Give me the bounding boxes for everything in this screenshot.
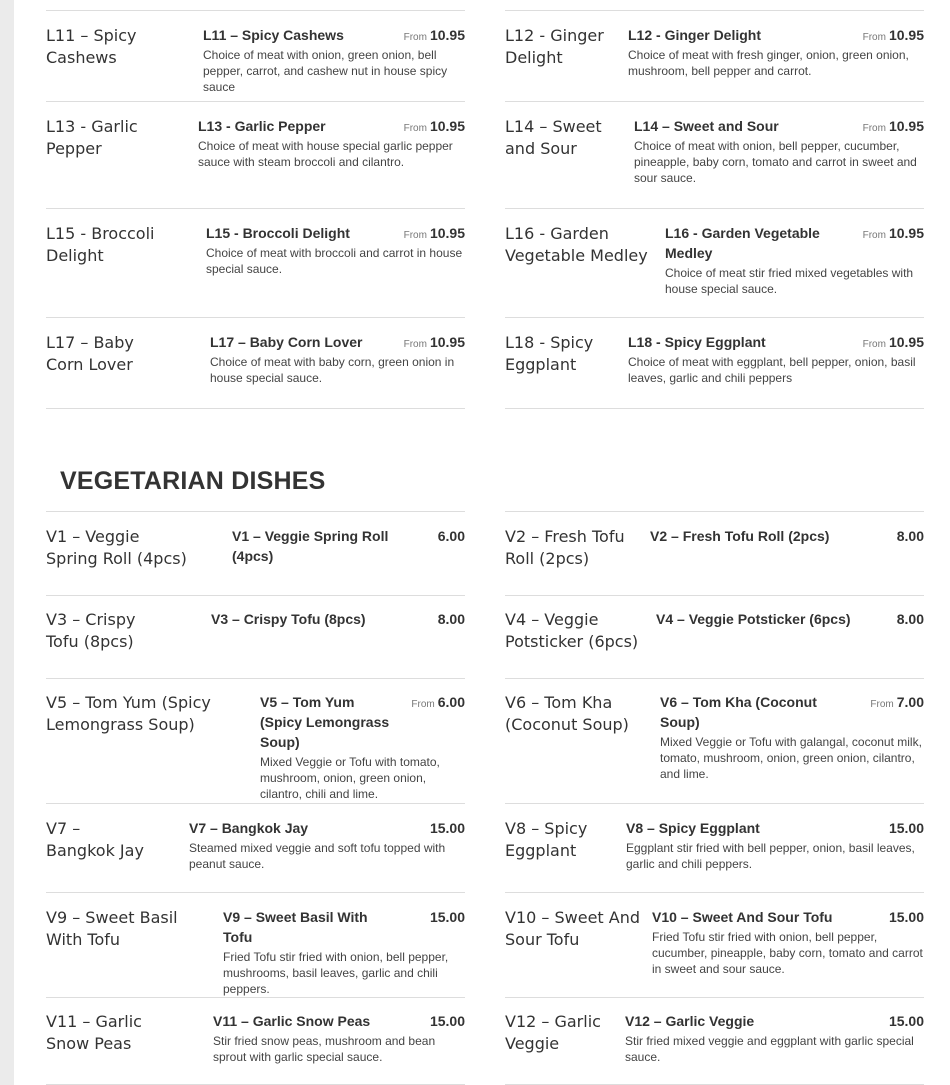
price-value: 8.00: [437, 611, 465, 627]
price-value: 6.00: [437, 694, 465, 710]
menu-item[interactable]: [46, 208, 465, 318]
menu-item-image[interactable]: V3 – Crispy Tofu (8pcs): [46, 610, 136, 651]
price-from-label: From: [411, 699, 435, 710]
menu-item-name[interactable]: V1 – Veggie Spring Roll (4pcs): [232, 528, 389, 564]
menu-item-info: [628, 25, 924, 79]
menu-item-info: [189, 818, 465, 872]
menu-item-name[interactable]: L13 - Garlic Pepper: [198, 118, 326, 134]
menu-item-info: [625, 1011, 924, 1065]
price-value: 8.00: [896, 611, 924, 627]
menu-item-description: Choice of meat with fresh ginger, onion, green onion, mushroom, bell pepper and carrot.: [628, 48, 909, 78]
menu-item[interactable]: [505, 208, 924, 318]
menu-item-price: [430, 818, 465, 838]
menu-item[interactable]: [46, 892, 465, 998]
price-value: 15.00: [429, 909, 465, 925]
menu-item-price: [863, 332, 924, 355]
menu-item-name[interactable]: V3 – Crispy Tofu (8pcs): [211, 611, 366, 627]
menu-item-image[interactable]: V8 – Spicy Eggplant: [505, 819, 588, 860]
menu-item-price: [870, 692, 924, 715]
menu-item-image[interactable]: V2 – Fresh Tofu Roll (2pcs): [505, 527, 625, 568]
menu-item-description: Choice of meat with onion, bell pepper, cucumber, pineapple, baby corn, tomato and carrot in sweet and sour sauce.: [634, 139, 917, 185]
menu-item-image[interactable]: V4 – Veggie Potsticker (6pcs): [505, 610, 639, 651]
menu-item-description: Mixed Veggie or Tofu with tomato, mushroom, onion, green onion, cilantro, chili and lime.: [260, 755, 440, 801]
menu-item-info: [213, 1011, 465, 1065]
price-from-label: From: [862, 230, 886, 241]
price-value: 10.95: [888, 225, 924, 241]
menu-item-info: [260, 692, 465, 802]
price-value: 10.95: [888, 334, 924, 350]
menu-item-name[interactable]: L18 - Spicy Eggplant: [628, 334, 766, 350]
menu-item-price: [889, 907, 924, 927]
menu-item-name[interactable]: L15 - Broccoli Delight: [206, 225, 350, 241]
menu-item-info: [652, 907, 924, 977]
menu-item-image[interactable]: L14 – Sweet and Sour: [505, 117, 602, 158]
menu-item-image[interactable]: L11 – Spicy Cashews: [46, 26, 137, 67]
menu-item-info: [650, 526, 924, 546]
menu-item-description: Choice of meat with baby corn, green onion in house special sauce.: [210, 355, 455, 385]
menu-item-info: [223, 907, 465, 997]
menu-item-image[interactable]: V7 – Bangkok Jay: [46, 819, 144, 860]
menu-item-price: [404, 116, 465, 139]
menu-item-description: Steamed mixed veggie and soft tofu topped with peanut sauce.: [189, 841, 446, 871]
price-value: 15.00: [429, 820, 465, 836]
menu-item-image[interactable]: V9 – Sweet Basil With Tofu: [46, 908, 178, 949]
menu-item[interactable]: [46, 511, 465, 596]
menu-item-price: [889, 1011, 924, 1031]
menu-item-info: [634, 116, 924, 186]
price-value: 15.00: [888, 909, 924, 925]
menu-item-name[interactable]: L14 – Sweet and Sour: [634, 118, 779, 134]
menu-item-price: [404, 223, 465, 246]
menu-item-price: [897, 526, 924, 546]
menu-item-image[interactable]: L16 - Garden Vegetable Medley: [505, 224, 648, 265]
menu-item-price: [863, 25, 924, 48]
menu-item-info: [628, 332, 924, 386]
section-title-vegetarian: VEGETARIAN DISHES: [60, 467, 326, 495]
menu-item-description: Choice of meat stir fried mixed vegetables with house special sauce.: [665, 266, 914, 296]
menu-item-name[interactable]: V4 – Veggie Potsticker (6pcs): [656, 611, 851, 627]
menu-item-name[interactable]: L12 - Ginger Delight: [628, 27, 762, 43]
menu-item-name[interactable]: L11 – Spicy Cashews: [203, 27, 344, 43]
price-value: 15.00: [429, 1013, 465, 1029]
menu-item-name[interactable]: V6 – Tom Kha (Coconut Soup): [660, 694, 817, 730]
menu-item[interactable]: [505, 511, 924, 596]
menu-item[interactable]: [505, 996, 924, 1085]
menu-item-price: [430, 907, 465, 927]
price-value: 10.95: [429, 334, 465, 350]
menu-item-price: [889, 818, 924, 838]
menu-item-info: [660, 692, 924, 782]
menu-item-description: Eggplant stir fried with bell pepper, onion, basil leaves, garlic and chili peppers.: [626, 841, 915, 871]
menu-item-image[interactable]: L12 - Ginger Delight: [505, 26, 604, 67]
menu-item-description: Fried Tofu stir fried with onion, bell pepper, mushrooms, basil leaves, garlic and chili peppers.: [223, 950, 449, 996]
menu-item-price: [438, 609, 465, 629]
menu-item-info: [656, 609, 924, 629]
menu-item[interactable]: [505, 677, 924, 804]
menu-item-description: Choice of meat with eggplant, bell pepper, onion, basil leaves, garlic and chili peppers: [628, 355, 916, 385]
price-value: 10.95: [888, 118, 924, 134]
menu-item-image[interactable]: L17 – Baby Corn Lover: [46, 333, 134, 374]
menu-item-name[interactable]: L16 - Garden Vegetable Medley: [665, 225, 820, 261]
menu-item-price: [404, 332, 465, 355]
price-value: 10.95: [429, 118, 465, 134]
menu-item-name[interactable]: V5 – Tom Yum (Spicy Lemongrass Soup): [260, 694, 390, 750]
menu-item-image[interactable]: V10 – Sweet And Sour Tofu: [505, 908, 641, 949]
menu-item-image[interactable]: V11 – Garlic Snow Peas: [46, 1012, 142, 1053]
menu-item-description: Choice of meat with broccoli and carrot in house special sauce.: [206, 246, 463, 276]
menu-item[interactable]: [46, 10, 465, 102]
price-from-label: From: [403, 32, 427, 43]
menu-item[interactable]: [505, 594, 924, 679]
menu-item[interactable]: [46, 803, 465, 893]
menu-item-name[interactable]: V12 – Garlic Veggie: [625, 1013, 755, 1029]
menu-item-info: [203, 25, 465, 95]
menu-item-info: [232, 526, 465, 566]
menu-item-image[interactable]: V12 – Garlic Veggie: [505, 1012, 601, 1053]
menu-item-name[interactable]: L17 – Baby Corn Lover: [210, 334, 363, 350]
price-value: 10.95: [429, 225, 465, 241]
menu-item-image[interactable]: V1 – Veggie Spring Roll (4pcs): [46, 527, 187, 568]
price-from-label: From: [403, 230, 427, 241]
menu-item-info: [210, 332, 465, 386]
menu-item-price: [404, 25, 465, 48]
menu-item[interactable]: [46, 101, 465, 209]
menu-item-info: [206, 223, 465, 277]
menu-item-image[interactable]: L15 - Broccoli Delight: [46, 224, 155, 265]
menu-item[interactable]: [505, 317, 924, 409]
menu-item[interactable]: [46, 677, 465, 804]
price-value: 15.00: [888, 820, 924, 836]
price-value: 10.95: [888, 27, 924, 43]
menu-item-image[interactable]: V5 – Tom Yum (Spicy Lemongrass Soup): [46, 693, 211, 734]
menu-item-description: Stir fried snow peas, mushroom and bean sprout with garlic special sauce.: [213, 1034, 436, 1064]
price-value: 10.95: [429, 27, 465, 43]
menu-item-name[interactable]: V10 – Sweet And Sour Tofu: [652, 909, 833, 925]
menu-item[interactable]: [46, 996, 465, 1085]
menu-item-description: Fried Tofu stir fried with onion, bell pepper, cucumber, pineapple, baby corn, tomato and carrot in sweet and sour sauce.: [652, 930, 923, 976]
menu-item-info: [211, 609, 465, 629]
price-value: 6.00: [437, 528, 465, 544]
menu-item-price: [411, 692, 465, 715]
price-value: 8.00: [896, 528, 924, 544]
menu-item-image[interactable]: V6 – Tom Kha (Coconut Soup): [505, 693, 629, 734]
price-from-label: From: [862, 123, 886, 134]
menu-item[interactable]: [505, 892, 924, 998]
menu-item-name[interactable]: V2 – Fresh Tofu Roll (2pcs): [650, 528, 830, 544]
menu-item-description: Choice of meat with house special garlic pepper sauce with steam broccoli and cilantro.: [198, 139, 453, 169]
menu-item-name[interactable]: V11 – Garlic Snow Peas: [213, 1013, 371, 1029]
menu-item[interactable]: [505, 10, 924, 102]
menu-item-info: [665, 223, 924, 297]
price-value: 7.00: [896, 694, 924, 710]
menu-item[interactable]: [46, 594, 465, 679]
price-from-label: From: [403, 123, 427, 134]
price-value: 15.00: [888, 1013, 924, 1029]
menu-item-description: Stir fried mixed veggie and eggplant with garlic special sauce.: [625, 1034, 914, 1064]
menu-item-price: [430, 1011, 465, 1031]
menu-item-description: Choice of meat with onion, green onion, bell pepper, carrot, and cashew nut in house spicy sauce: [203, 48, 448, 94]
price-from-label: From: [870, 699, 894, 710]
price-from-label: From: [862, 339, 886, 350]
menu-item-image[interactable]: L13 - Garlic Pepper: [46, 117, 138, 158]
menu-item-description: Mixed Veggie or Tofu with galangal, coconut milk, tomato, mushroom, onion, green onion, cilantro, and lime.: [660, 735, 922, 781]
menu-item-name[interactable]: V7 – Bangkok Jay: [189, 820, 309, 836]
menu-item-price: [897, 609, 924, 629]
menu-item-price: [863, 116, 924, 139]
menu-page: [14, 0, 950, 1085]
menu-item[interactable]: [46, 317, 465, 409]
menu-item-price: [438, 526, 465, 546]
menu-item-name[interactable]: V8 – Spicy Eggplant: [626, 820, 760, 836]
menu-item-image[interactable]: L18 - Spicy Eggplant: [505, 333, 594, 374]
menu-item-price: [863, 223, 924, 246]
menu-item[interactable]: [505, 101, 924, 209]
menu-item[interactable]: [505, 803, 924, 893]
menu-item-name[interactable]: V9 – Sweet Basil With Tofu: [223, 909, 368, 945]
menu-item-info: [198, 116, 465, 170]
menu-item-info: [626, 818, 924, 872]
price-from-label: From: [862, 32, 886, 43]
price-from-label: From: [403, 339, 427, 350]
